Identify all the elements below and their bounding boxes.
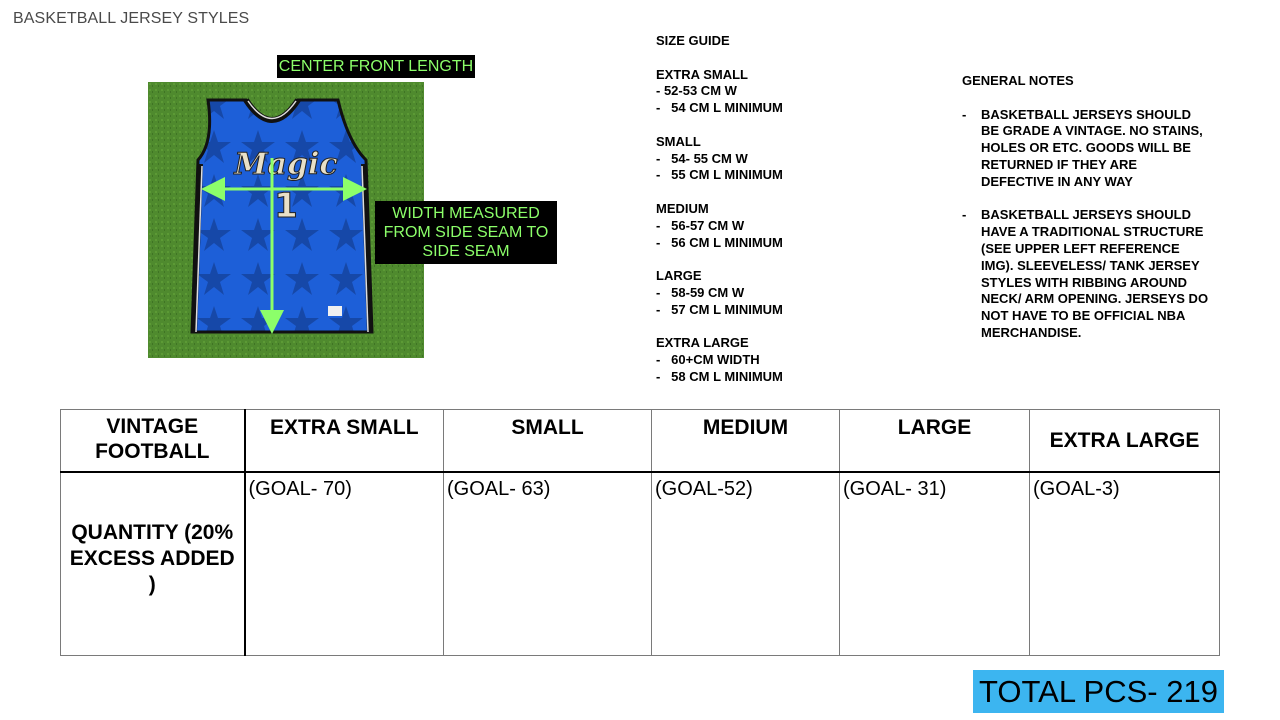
width-measured-label: WIDTH MEASURED FROM SIDE SEAM TO SIDE SEAM xyxy=(375,201,557,264)
table-cell: (GOAL- 31) xyxy=(840,472,1030,656)
size-length: - 55 CM L MINIMUM xyxy=(656,167,783,183)
table-header-cell: EXTRA LARGE xyxy=(1030,410,1220,472)
page-title: BASKETBALL JERSEY STYLES xyxy=(13,10,250,27)
quantity-table xyxy=(60,409,1220,656)
table-header-cell: SMALL xyxy=(444,410,652,472)
size-guide-entry xyxy=(656,67,916,117)
size-guide-entry xyxy=(656,268,916,318)
size-width: - 56-57 CM W xyxy=(656,217,745,233)
bullet-dash: - xyxy=(962,207,967,223)
size-width: - 58-59 CM W xyxy=(656,284,745,300)
general-note-item xyxy=(962,207,1212,341)
svg-text:1: 1 xyxy=(274,186,298,226)
size-guide xyxy=(656,33,916,403)
table-cell: (GOAL-52) xyxy=(652,472,840,656)
table-header-cell: MEDIUM xyxy=(652,410,840,472)
size-guide-entry xyxy=(656,335,916,385)
size-width: - 54- 55 CM W xyxy=(656,150,748,166)
size-guide-entry xyxy=(656,134,916,184)
table-cell: (GOAL- 70) xyxy=(245,472,444,656)
bullet-dash: - xyxy=(962,106,967,122)
general-note-text: BASKETBALL JERSEYS SHOULD HAVE A TRADITIONAL STRUCTURE (SEE UPPER LEFT REFERENCE IMG). SLEEVELESS/ TANK JERSEY STYLES WITH RIBBING AROUND NECK/ ARM OPENING. JERSEYS DO NOT HAVE TO BE OFFICIAL NBA MERCHANDISE. xyxy=(981,207,1209,340)
table-header-cell: VINTAGE FOOTBALL xyxy=(61,410,245,472)
svg-text:Magic: Magic xyxy=(234,147,338,182)
total-pieces: TOTAL PCS- 219 xyxy=(973,670,1224,713)
table-row xyxy=(61,472,1220,656)
size-length: - 58 CM L MINIMUM xyxy=(656,368,783,384)
general-notes xyxy=(962,73,1212,359)
size-width: - 52-53 CM W xyxy=(656,83,737,99)
size-length: - 54 CM L MINIMUM xyxy=(656,100,783,116)
size-width: - 60+CM WIDTH xyxy=(656,352,760,368)
size-name: MEDIUM xyxy=(656,200,709,216)
general-note-item xyxy=(962,107,1212,191)
table-header-cell: EXTRA SMALL xyxy=(245,410,444,472)
size-length: - 57 CM L MINIMUM xyxy=(656,301,783,317)
size-guide-title: SIZE GUIDE xyxy=(656,33,730,48)
table-cell: (GOAL-3) xyxy=(1030,472,1220,656)
size-name: SMALL xyxy=(656,133,701,149)
table-cell: (GOAL- 63) xyxy=(444,472,652,656)
table-header-row xyxy=(61,410,1220,472)
size-name: EXTRA LARGE xyxy=(656,335,749,351)
table-row-label: QUANTITY (20% EXCESS ADDED ) xyxy=(61,472,245,656)
general-note-text: BASKETBALL JERSEYS SHOULD BE GRADE A VINTAGE. NO STAINS, HOLES OR ETC. GOODS WILL BE RETURNED IF THEY ARE DEFECTIVE IN ANY WAY xyxy=(981,106,1203,189)
size-guide-entry xyxy=(656,201,916,251)
table-header-cell: LARGE xyxy=(840,410,1030,472)
size-length: - 56 CM L MINIMUM xyxy=(656,234,783,250)
size-name: LARGE xyxy=(656,268,702,284)
general-notes-title: GENERAL NOTES xyxy=(962,73,1074,88)
center-front-length-label: CENTER FRONT LENGTH xyxy=(277,55,475,78)
size-name: EXTRA SMALL xyxy=(656,66,748,82)
